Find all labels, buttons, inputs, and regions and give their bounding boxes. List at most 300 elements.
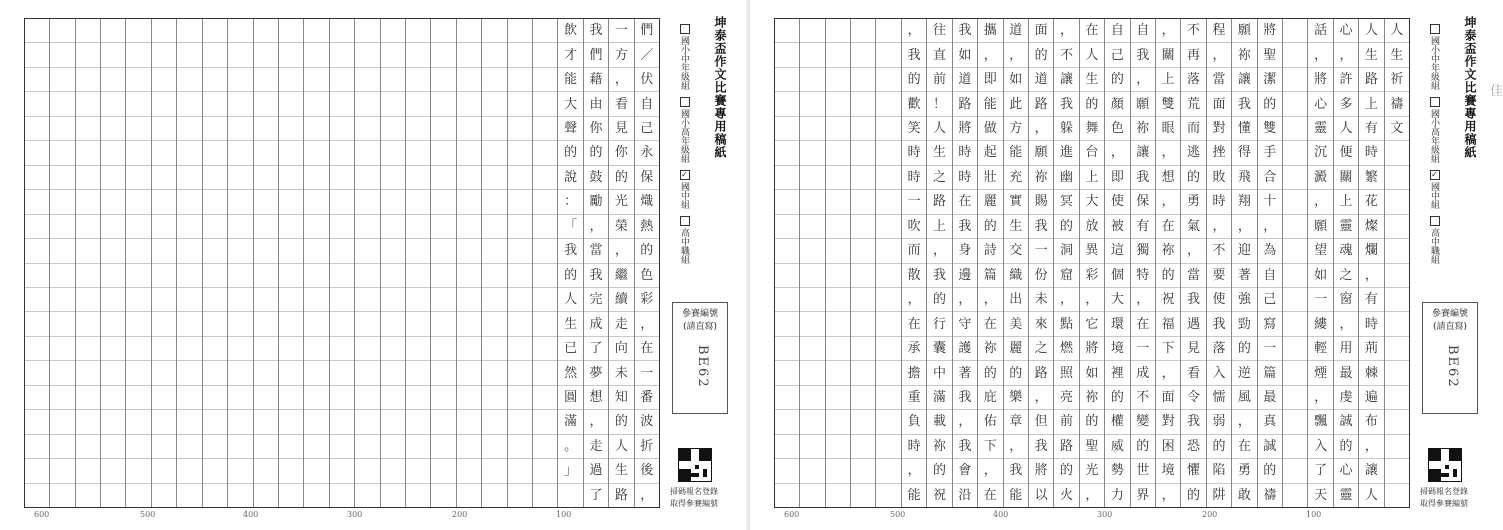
grid-cell <box>355 459 379 483</box>
grid-cell <box>25 264 49 288</box>
grid-cell: ， <box>1131 68 1155 92</box>
grid-cell <box>508 141 532 165</box>
grid-cell: 弱 <box>1207 410 1231 434</box>
grid-cell <box>851 239 875 263</box>
grid-cell: ， <box>1181 239 1205 263</box>
grid-cell <box>508 43 532 67</box>
writing-grid-left <box>24 18 660 508</box>
grid-cell: 關 <box>1334 166 1358 190</box>
grid-cell: 己 <box>635 117 659 141</box>
grid-cell <box>152 92 176 116</box>
grid-cell: 我 <box>953 19 977 43</box>
grid-cell <box>1385 264 1409 288</box>
grid-cell <box>826 386 850 410</box>
grid-cell: 壯 <box>978 166 1002 190</box>
grid-column <box>532 19 557 507</box>
grid-cell <box>101 117 125 141</box>
grid-cell <box>177 484 201 507</box>
grid-cell <box>457 68 481 92</box>
grid-cell: 陷 <box>1207 459 1231 483</box>
grid-cell: 福 <box>1156 312 1180 336</box>
grid-cell: 知 <box>609 386 633 410</box>
grid-cell: 勵 <box>584 190 608 214</box>
grid-cell <box>482 92 506 116</box>
grid-cell <box>533 190 557 214</box>
grid-cell <box>533 68 557 92</box>
grid-cell <box>431 435 455 459</box>
grid-cell: 承 <box>902 337 926 361</box>
grid-cell: 這 <box>1105 239 1129 263</box>
grid-column <box>481 19 506 507</box>
grid-cell <box>381 117 405 141</box>
grid-cell <box>101 459 125 483</box>
grid-cell <box>76 190 100 214</box>
grid-cell: ， <box>640 487 654 503</box>
grid-cell <box>431 410 455 434</box>
grid-cell: 未 <box>1029 288 1053 312</box>
grid-cell <box>304 410 328 434</box>
grid-cell: 的 <box>609 166 633 190</box>
grid-cell <box>851 484 875 507</box>
grid-cell <box>355 166 379 190</box>
grid-cell <box>800 386 824 410</box>
division-options <box>678 24 691 264</box>
grid-cell: 散 <box>902 264 926 288</box>
grid-cell: 著 <box>953 361 977 385</box>
grid-cell: 身 <box>953 239 977 263</box>
grid-cell: 生 <box>609 459 633 483</box>
grid-cell <box>558 484 582 507</box>
grid-cell <box>330 337 354 361</box>
grid-cell: 界 <box>1136 487 1150 503</box>
grid-cell <box>76 19 100 43</box>
grid-cell <box>826 19 850 43</box>
grid-cell <box>800 239 824 263</box>
grid-cell: 然 <box>558 361 582 385</box>
grid-cell: 大 <box>558 92 582 116</box>
grid-cell: 大 <box>1105 288 1129 312</box>
grid-cell: 路 <box>1054 435 1078 459</box>
option-junior-high[interactable] <box>1428 170 1441 209</box>
grid-cell <box>177 215 201 239</box>
grid-cell <box>406 312 430 336</box>
grid-cell <box>228 459 252 483</box>
grid-cell: 擔 <box>902 361 926 385</box>
grid-cell: 關 <box>1156 43 1180 67</box>
grid-cell <box>203 68 227 92</box>
grid-cell <box>533 484 557 507</box>
grid-cell: 的 <box>927 459 951 483</box>
grid-cell <box>177 410 201 434</box>
grid-cell <box>1283 166 1307 190</box>
grid-cell <box>355 386 379 410</box>
grid-cell <box>457 190 481 214</box>
grid-cell <box>228 215 252 239</box>
grid-cell <box>254 141 278 165</box>
grid-cell: 前 <box>1054 410 1078 434</box>
grid-cell: 以 <box>1034 487 1048 503</box>
grid-cell <box>50 361 74 385</box>
grid-cell: 己 <box>1258 288 1282 312</box>
grid-cell: 勢 <box>1105 459 1129 483</box>
grid-cell: 時 <box>902 166 926 190</box>
grid-cell <box>775 215 799 239</box>
grid-cell <box>457 410 481 434</box>
grid-column <box>977 19 1002 507</box>
grid-cell <box>775 117 799 141</box>
grid-cell: 祢 <box>1131 117 1155 141</box>
grid-cell <box>254 410 278 434</box>
grid-cell <box>126 141 150 165</box>
grid-cell <box>152 141 176 165</box>
grid-cell: ， <box>609 68 633 92</box>
grid-cell <box>76 459 100 483</box>
grid-cell <box>381 215 405 239</box>
grid-cell: 天 <box>1314 487 1328 503</box>
grid-column <box>608 19 633 507</box>
grid-cell: 一 <box>902 190 926 214</box>
grid-cell: 十 <box>1258 190 1282 214</box>
grid-cell <box>254 312 278 336</box>
grid-column <box>329 19 354 507</box>
grid-cell: 遇 <box>1181 312 1205 336</box>
grid-cell: 祢 <box>927 435 951 459</box>
grid-cell: 逆 <box>1232 361 1256 385</box>
grid-cell: 的 <box>1258 92 1282 116</box>
grid-cell: 眼 <box>1156 117 1180 141</box>
grid-cell <box>50 337 74 361</box>
grid-cell <box>876 92 900 116</box>
grid-cell <box>406 141 430 165</box>
grid-cell <box>203 166 227 190</box>
grid-cell: 聖 <box>1080 435 1104 459</box>
grid-cell <box>25 166 49 190</box>
grid-cell <box>50 459 74 483</box>
option-elementary-high[interactable] <box>678 97 691 163</box>
grid-cell: 光 <box>1080 459 1104 483</box>
grid-cell: 沿 <box>958 487 972 503</box>
grid-cell: ， <box>1232 215 1256 239</box>
grid-cell <box>101 190 125 214</box>
grid-cell <box>50 435 74 459</box>
grid-cell: 色 <box>635 264 659 288</box>
grid-cell <box>775 337 799 361</box>
grid-cell <box>177 141 201 165</box>
grid-cell <box>152 337 176 361</box>
grid-cell: ， <box>1029 117 1053 141</box>
grid-cell <box>1283 190 1307 214</box>
grid-cell: 遍 <box>1359 386 1383 410</box>
grid-cell <box>826 410 850 434</box>
grid-cell <box>457 288 481 312</box>
manuscript-page-left <box>0 0 750 530</box>
grid-cell <box>279 312 303 336</box>
grid-cell <box>1283 264 1307 288</box>
grid-cell <box>177 92 201 116</box>
grid-cell: 心 <box>1334 459 1358 483</box>
grid-cell <box>25 215 49 239</box>
option-senior-high[interactable] <box>678 216 691 264</box>
grid-cell <box>826 92 850 116</box>
grid-cell <box>482 141 506 165</box>
grid-cell <box>406 92 430 116</box>
grid-cell: 幽 <box>1054 166 1078 190</box>
grid-cell <box>25 459 49 483</box>
grid-cell <box>254 337 278 361</box>
grid-cell: 沉 <box>1308 141 1332 165</box>
grid-cell: 將 <box>1308 68 1332 92</box>
qr-caption-1: 掃碼報名登錄 <box>1420 487 1468 496</box>
grid-cell <box>406 166 430 190</box>
grid-cell <box>406 435 430 459</box>
grid-cell <box>826 264 850 288</box>
grid-cell: 迎 <box>1232 239 1256 263</box>
grid-cell: 力 <box>1110 487 1124 503</box>
grid-cell <box>800 43 824 67</box>
grid-cell <box>126 386 150 410</box>
grid-cell <box>533 361 557 385</box>
option-junior-high[interactable] <box>678 170 691 209</box>
grid-cell: 飲 <box>558 19 582 43</box>
grid-cell <box>826 361 850 385</box>
manuscript-page-right <box>750 0 1503 530</box>
grid-cell: 飛 <box>1232 166 1256 190</box>
grid-cell: 賜 <box>1029 190 1053 214</box>
grid-cell: 能 <box>558 68 582 92</box>
grid-cell: ， <box>1054 19 1078 43</box>
grid-cell: 我 <box>1131 43 1155 67</box>
form-sidebar-right <box>1414 10 1503 522</box>
grid-cell <box>330 43 354 67</box>
grid-cell: 但 <box>1029 410 1053 434</box>
grid-cell: 祢 <box>978 337 1002 361</box>
grid-cell <box>533 141 557 165</box>
grid-cell <box>508 337 532 361</box>
grid-cell <box>533 215 557 239</box>
grid-cell <box>254 166 278 190</box>
grid-cell <box>228 141 252 165</box>
grid-cell: 說 <box>558 166 582 190</box>
grid-cell: 人 <box>1359 19 1383 43</box>
grid-cell: 勇 <box>1232 459 1256 483</box>
option-elementary-middle[interactable] <box>1428 24 1441 90</box>
grid-cell: 折 <box>635 435 659 459</box>
grid-cell <box>826 337 850 361</box>
grid-cell <box>25 288 49 312</box>
grid-cell <box>50 312 74 336</box>
grid-cell: 護 <box>953 337 977 361</box>
grid-cell: 我 <box>902 43 926 67</box>
grid-cell <box>76 239 100 263</box>
grid-cell <box>406 117 430 141</box>
grid-cell <box>1283 215 1307 239</box>
grid-cell <box>228 190 252 214</box>
grid-cell <box>177 239 201 263</box>
grid-cell: 便 <box>1334 141 1358 165</box>
grid-cell: 之 <box>927 166 951 190</box>
grid-cell: 自 <box>1105 19 1129 43</box>
grid-cell: 聲 <box>558 117 582 141</box>
option-elementary-high[interactable] <box>1428 97 1441 163</box>
grid-cell <box>355 264 379 288</box>
grid-cell <box>279 288 303 312</box>
grid-cell: 道 <box>953 68 977 92</box>
grid-cell: 保 <box>635 166 659 190</box>
grid-cell <box>800 215 824 239</box>
grid-cell: 敗 <box>1207 166 1231 190</box>
grid-cell: 我 <box>1207 312 1231 336</box>
grid-column <box>1231 19 1256 507</box>
grid-cell: 一 <box>1258 337 1282 361</box>
option-label: 國小高年級組 <box>679 109 689 163</box>
grid-cell: 如 <box>953 43 977 67</box>
grid-cell <box>203 92 227 116</box>
grid-cell <box>355 312 379 336</box>
grid-cell: 的 <box>1029 43 1053 67</box>
grid-cell <box>482 386 506 410</box>
grid-cell <box>50 141 74 165</box>
grid-cell: 生 <box>1080 68 1104 92</box>
grid-cell: 獨 <box>1131 239 1155 263</box>
grid-cell <box>457 337 481 361</box>
grid-cell: 顏 <box>1105 92 1129 116</box>
grid-cell <box>101 312 125 336</box>
grid-cell <box>1283 288 1307 312</box>
grid-cell <box>330 484 354 507</box>
ruler-label: 500 <box>140 510 156 519</box>
grid-cell <box>775 239 799 263</box>
grid-cell <box>330 141 354 165</box>
grid-cell <box>826 68 850 92</box>
grid-cell: 魂 <box>1334 239 1358 263</box>
grid-cell: 環 <box>1105 312 1129 336</box>
grid-cell <box>381 264 405 288</box>
ruler-label: 300 <box>1097 510 1113 519</box>
grid-cell <box>406 484 430 507</box>
grid-cell: 章 <box>1004 410 1028 434</box>
grid-cell <box>203 19 227 43</box>
grid-cell: 當 <box>1181 264 1205 288</box>
grid-cell: 威 <box>1105 435 1129 459</box>
grid-cell: ， <box>1258 215 1282 239</box>
grid-cell: 令 <box>1181 386 1205 410</box>
grid-cell: 時 <box>902 435 926 459</box>
grid-cell: 的 <box>1334 435 1358 459</box>
option-elementary-middle[interactable] <box>678 24 691 90</box>
grid-cell: 番 <box>635 386 659 410</box>
grid-cell <box>457 239 481 263</box>
grid-cell <box>228 43 252 67</box>
grid-cell <box>457 435 481 459</box>
grid-cell: 使 <box>1207 288 1231 312</box>
grid-cell <box>876 337 900 361</box>
grid-cell <box>254 386 278 410</box>
grid-cell: 人 <box>609 435 633 459</box>
grid-cell: 路 <box>953 92 977 116</box>
grid-cell <box>381 337 405 361</box>
grid-cell: 翔 <box>1232 190 1256 214</box>
grid-cell <box>101 361 125 385</box>
grid-cell: 它 <box>1080 312 1104 336</box>
grid-cell: 的 <box>1054 459 1078 483</box>
grid-column <box>253 19 278 507</box>
grid-cell <box>330 264 354 288</box>
grid-cell <box>431 386 455 410</box>
grid-cell: 飄 <box>1308 410 1332 434</box>
grid-cell: 時 <box>902 141 926 165</box>
grid-cell: 敢 <box>1237 487 1251 503</box>
grid-cell: 方 <box>1004 117 1028 141</box>
grid-cell <box>1283 117 1307 141</box>
grid-cell: 自 <box>635 92 659 116</box>
grid-cell <box>177 43 201 67</box>
grid-cell: 不 <box>1207 239 1231 263</box>
grid-cell <box>203 239 227 263</box>
grid-cell <box>533 312 557 336</box>
grid-cell <box>330 361 354 385</box>
grid-cell <box>1385 288 1409 312</box>
qr-caption-2: 取得參賽編號 <box>1420 499 1468 508</box>
grid-cell <box>851 190 875 214</box>
grid-cell: 程 <box>1207 19 1231 43</box>
grid-cell <box>228 386 252 410</box>
grid-cell <box>101 288 125 312</box>
grid-cell <box>25 484 49 507</box>
grid-cell: 真 <box>1258 410 1282 434</box>
grid-cell <box>406 337 430 361</box>
grid-cell: ， <box>1085 487 1099 503</box>
grid-cell <box>826 459 850 483</box>
option-label: 國小中年級組 <box>1429 36 1439 90</box>
grid-column <box>901 19 926 507</box>
grid-cell: 棘 <box>1359 361 1383 385</box>
grid-cell: 上 <box>1156 68 1180 92</box>
grid-cell: 舞 <box>1080 117 1104 141</box>
grid-cell: 的 <box>635 239 659 263</box>
grid-cell <box>1385 410 1409 434</box>
grid-cell <box>381 435 405 459</box>
grid-cell: 祝 <box>932 487 946 503</box>
option-senior-high[interactable] <box>1428 216 1441 264</box>
grid-cell: 放 <box>1080 215 1104 239</box>
grid-cell: 時 <box>953 166 977 190</box>
grid-cell <box>228 410 252 434</box>
grid-cell <box>304 435 328 459</box>
grid-cell: 見 <box>1181 337 1205 361</box>
grid-cell: 熾 <box>635 190 659 214</box>
grid-cell <box>177 386 201 410</box>
grid-cell <box>482 68 506 92</box>
grid-cell: 面 <box>1156 386 1180 410</box>
grid-cell <box>126 435 150 459</box>
grid-cell: 笑 <box>902 117 926 141</box>
grid-cell <box>482 190 506 214</box>
grid-cell <box>355 215 379 239</box>
grid-cell <box>876 68 900 92</box>
grid-cell <box>330 386 354 410</box>
grid-cell: 有 <box>1359 117 1383 141</box>
grid-cell <box>279 239 303 263</box>
grid-cell <box>775 484 799 507</box>
grid-cell: 成 <box>584 312 608 336</box>
grid-cell <box>254 19 278 43</box>
grid-cell: 進 <box>1054 141 1078 165</box>
grid-cell <box>457 484 481 507</box>
grid-cell <box>1385 386 1409 410</box>
grid-cell <box>533 92 557 116</box>
grid-cell <box>355 141 379 165</box>
grid-cell <box>50 43 74 67</box>
